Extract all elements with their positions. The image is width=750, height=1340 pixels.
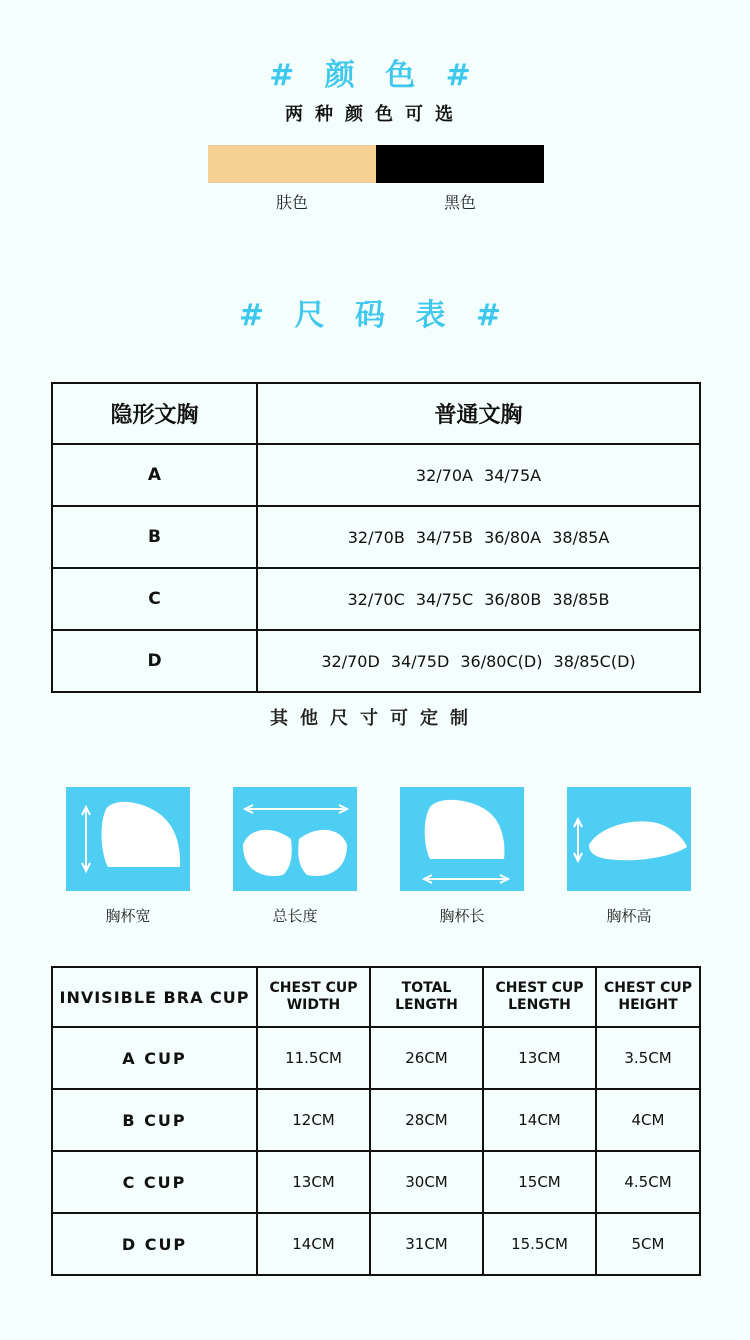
- dims-cup: B CUP: [52, 1089, 257, 1151]
- dims-total: 31CM: [370, 1213, 483, 1275]
- dims-cup: D CUP: [52, 1213, 257, 1275]
- dims-length: 13CM: [483, 1027, 596, 1089]
- dims-cup: C CUP: [52, 1151, 257, 1213]
- dimensions-table: [51, 966, 701, 1276]
- diagram-label-cup-height: 胸杯高: [606, 907, 652, 925]
- table-row: [52, 568, 700, 630]
- table-row: [52, 1213, 700, 1275]
- size-equivalents: 32/70B 34/75B 36/80A 38/85A: [257, 506, 700, 568]
- dims-width: 13CM: [257, 1151, 370, 1213]
- swatch-black-label: 黑色: [443, 193, 476, 212]
- swatch-skin-label: 肤色: [275, 193, 308, 212]
- table-row: [52, 1089, 700, 1151]
- color-section-subtitle: 两种颜色可选: [285, 104, 465, 125]
- size-table-header-invisible: 隐形文胸: [52, 383, 257, 444]
- dims-header-height: CHEST CUP HEIGHT: [596, 967, 700, 1027]
- size-equivalents: 32/70A 34/75A: [257, 444, 700, 506]
- dims-header-length: CHEST CUP LENGTH: [483, 967, 596, 1027]
- swatch-skin: [208, 145, 376, 183]
- size-cup: C: [52, 568, 257, 630]
- custom-size-note: 其他尺寸可定制: [270, 708, 480, 729]
- total-length-diagram-icon: [233, 787, 357, 891]
- dims-width: 11.5CM: [257, 1027, 370, 1089]
- dims-header-total: TOTAL LENGTH: [370, 967, 483, 1027]
- dims-cup: A CUP: [52, 1027, 257, 1089]
- dims-length: 15.5CM: [483, 1213, 596, 1275]
- dims-width: 14CM: [257, 1213, 370, 1275]
- dims-header-cup: INVISIBLE BRA CUP: [52, 967, 257, 1027]
- dims-width: 12CM: [257, 1089, 370, 1151]
- size-cup: A: [52, 444, 257, 506]
- dims-height: 5CM: [596, 1213, 700, 1275]
- dims-height: 4.5CM: [596, 1151, 700, 1213]
- dimensions-table-header: [52, 967, 700, 1027]
- cup-width-diagram-icon: [66, 787, 190, 891]
- cup-height-diagram-icon: [567, 787, 691, 891]
- table-row: [52, 506, 700, 568]
- size-cup: B: [52, 506, 257, 568]
- table-row: [52, 1151, 700, 1213]
- color-section-title: # 颜 色 #: [269, 58, 481, 93]
- dims-total: 30CM: [370, 1151, 483, 1213]
- size-table-header-regular: 普通文胸: [257, 383, 700, 444]
- swatch-black: [376, 145, 544, 183]
- size-section-title: # 尺 码 表 #: [238, 298, 512, 333]
- dims-length: 15CM: [483, 1151, 596, 1213]
- table-row: [52, 630, 700, 692]
- dims-height: 4CM: [596, 1089, 700, 1151]
- diagram-label-cup-width: 胸杯宽: [105, 907, 151, 925]
- diagram-label-cup-length: 胸杯长: [439, 907, 485, 925]
- table-row: [52, 444, 700, 506]
- dims-total: 28CM: [370, 1089, 483, 1151]
- cup-length-diagram-icon: [400, 787, 524, 891]
- table-row: [52, 1027, 700, 1089]
- size-table-header: [52, 383, 700, 444]
- diagram-label-total-length: 总长度: [272, 907, 318, 925]
- dims-total: 26CM: [370, 1027, 483, 1089]
- dims-header-width: CHEST CUP WIDTH: [257, 967, 370, 1027]
- dims-length: 14CM: [483, 1089, 596, 1151]
- size-table: [51, 382, 701, 693]
- size-equivalents: 32/70D 34/75D 36/80C(D) 38/85C(D): [257, 630, 700, 692]
- dims-height: 3.5CM: [596, 1027, 700, 1089]
- size-equivalents: 32/70C 34/75C 36/80B 38/85B: [257, 568, 700, 630]
- size-cup: D: [52, 630, 257, 692]
